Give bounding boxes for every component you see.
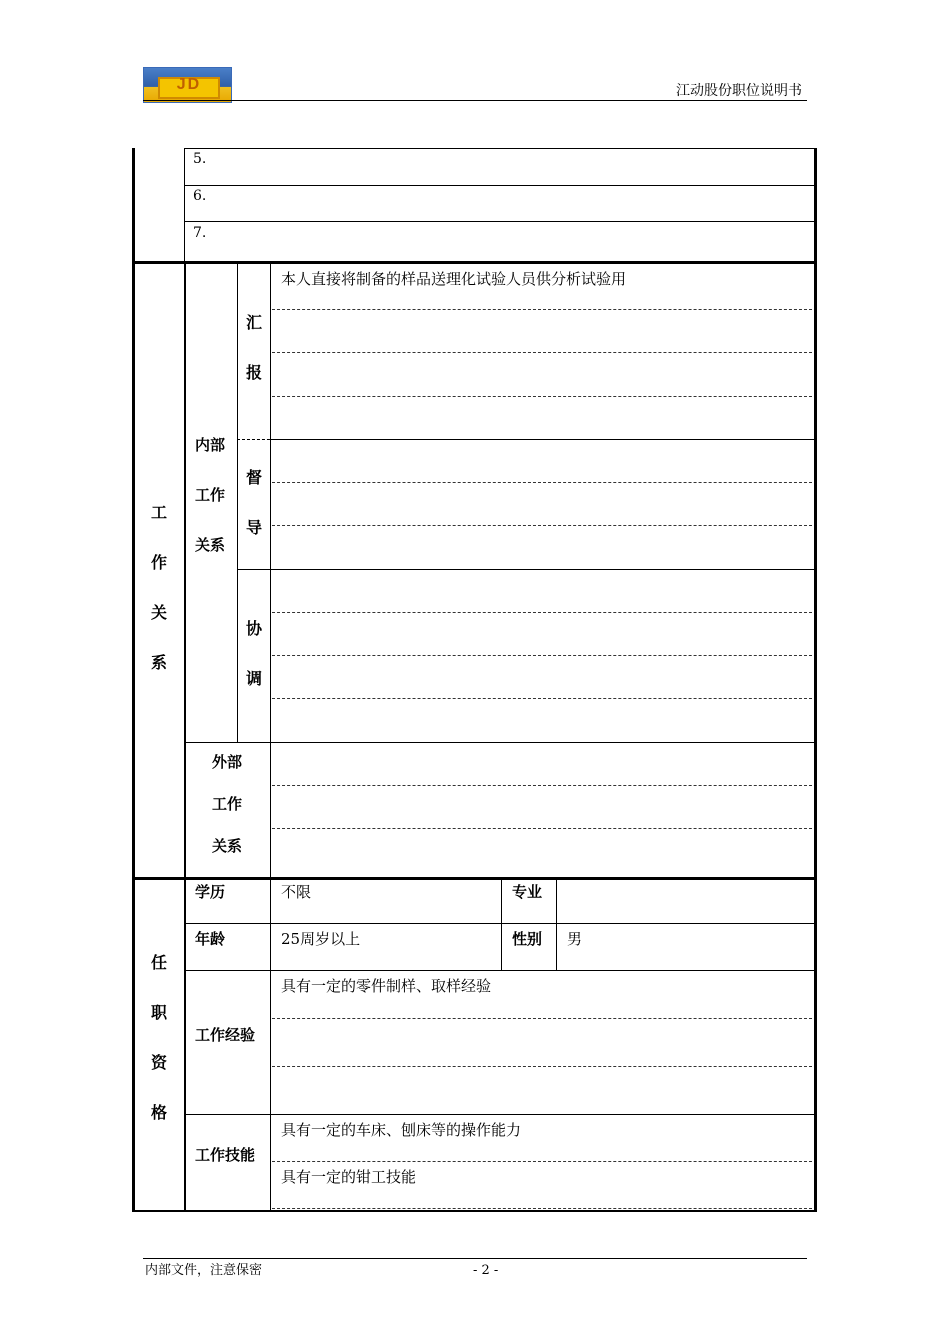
experience-label: 工作经验 — [195, 1026, 256, 1044]
duty-item-5: 5. — [193, 151, 207, 167]
age-value: 25周岁以上 — [281, 930, 361, 948]
document-title: 江动股份职位说明书 — [676, 83, 802, 99]
education-value: 不限 — [281, 883, 312, 901]
gender-label: 性别 — [512, 930, 543, 948]
duty-item-6: 6. — [193, 188, 207, 204]
experience-line-1: 具有一定的零件制样、取样经验 — [281, 977, 492, 995]
duty-item-7: 7. — [193, 225, 207, 241]
age-label: 年龄 — [195, 930, 226, 948]
skills-label: 工作技能 — [195, 1146, 256, 1164]
footer-rule — [143, 1258, 807, 1259]
education-label: 学历 — [195, 883, 226, 901]
report-text: 本人直接将制备的样品送理化试验人员供分析试验用 — [281, 270, 627, 288]
logo-text: JD — [176, 76, 202, 93]
page-number: - 2 - — [473, 1263, 499, 1278]
header-rule — [143, 100, 807, 101]
skills-line-2: 具有一定的钳工技能 — [281, 1168, 417, 1186]
footer-confidential: 内部文件，注意保密 — [145, 1263, 263, 1278]
skills-line-1: 具有一定的车床、刨床等的操作能力 — [281, 1121, 522, 1139]
gender-value: 男 — [567, 930, 583, 948]
company-logo — [143, 67, 232, 103]
major-label: 专业 — [512, 883, 543, 901]
